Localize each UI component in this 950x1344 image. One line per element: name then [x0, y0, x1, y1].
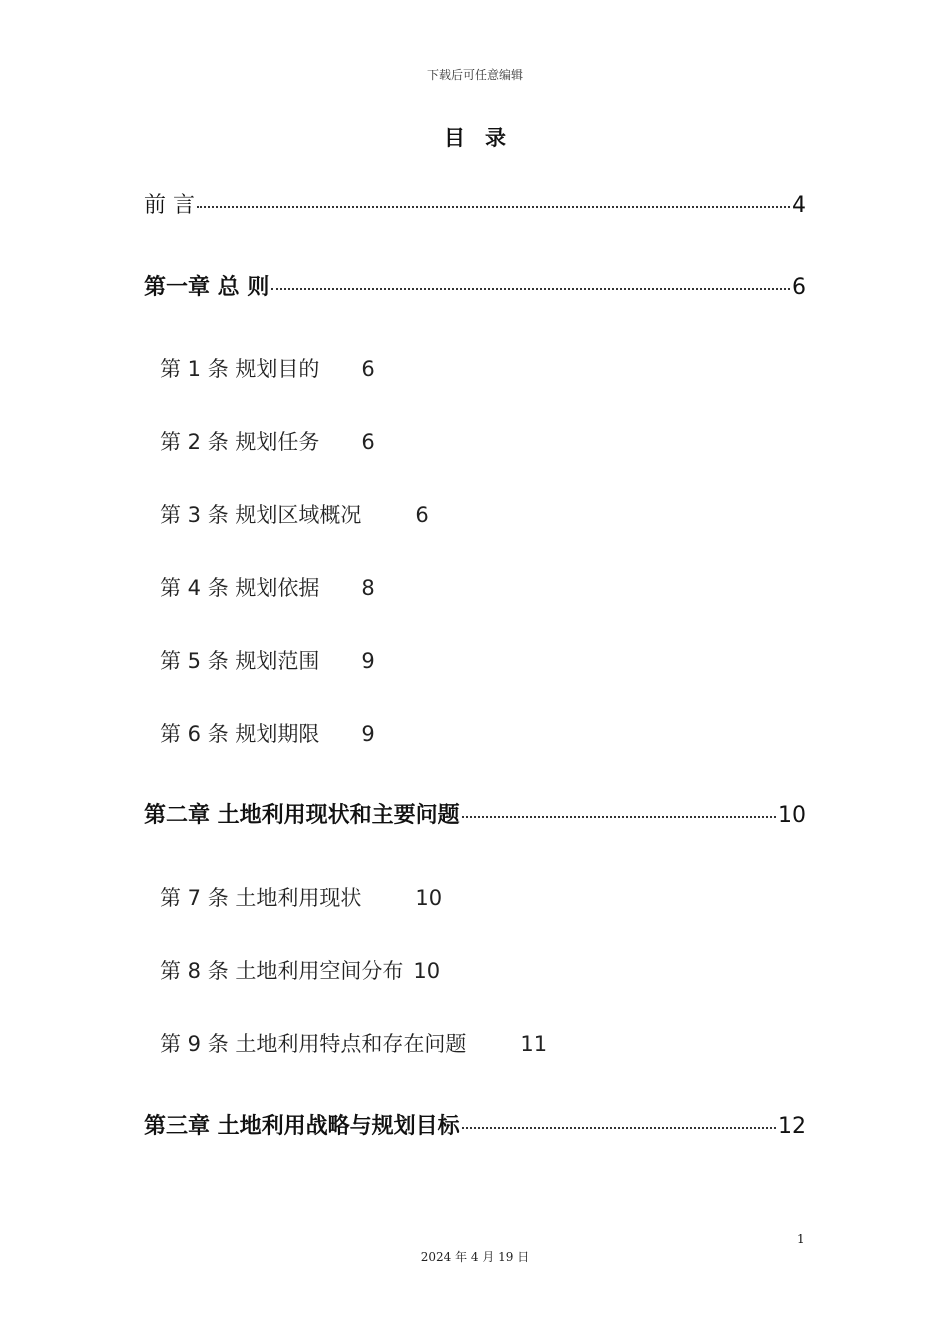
dot-leader — [462, 816, 776, 818]
toc-entry-label: 第 8 条 土地利用空间分布 — [160, 959, 404, 983]
toc-entry-page: 10 — [413, 959, 441, 983]
toc-entry-label: 第 2 条 规划任务 — [160, 430, 320, 454]
dot-leader — [197, 206, 790, 208]
toc-entry-page: 9 — [361, 722, 375, 746]
toc-entry-label: 前 言 — [144, 193, 195, 218]
toc-entry-page: 6 — [361, 430, 375, 454]
toc-entry-label: 第 1 条 规划目的 — [160, 357, 320, 381]
toc-entry-article-5[interactable] — [160, 645, 375, 675]
toc-entry-article-6[interactable] — [160, 718, 375, 748]
toc-entry-page: 6 — [792, 275, 806, 300]
page-footer-date: 2024 年 4 月 19 日 — [420, 1250, 530, 1264]
toc-entry-label: 第二章 土地利用现状和主要问题 — [144, 803, 460, 828]
toc-entry-page: 11 — [520, 1032, 548, 1056]
page-header: 下载后可任意编辑 — [426, 68, 523, 82]
toc-entry-label: 第 4 条 规划依据 — [160, 576, 320, 600]
toc-entry-preface[interactable] — [144, 188, 806, 219]
toc-entry-page: 6 — [361, 357, 375, 381]
toc-entry-label: 第 7 条 土地利用现状 — [160, 886, 362, 910]
toc-entry-chapter-3[interactable] — [144, 1109, 806, 1140]
toc-entry-label: 第 9 条 土地利用特点和存在问题 — [160, 1032, 467, 1056]
toc-entry-chapter-2[interactable] — [144, 798, 806, 829]
toc-entry-page: 6 — [415, 503, 429, 527]
toc-entry-page: 10 — [778, 803, 806, 828]
toc-entry-label: 第三章 土地利用战略与规划目标 — [144, 1114, 460, 1139]
toc-entry-article-2[interactable] — [160, 426, 375, 456]
toc-entry-article-9[interactable] — [160, 1028, 547, 1058]
toc-entry-article-1[interactable] — [160, 353, 375, 383]
page-number: 1 — [797, 1232, 805, 1246]
toc-entry-article-7[interactable] — [160, 882, 442, 912]
toc-entry-label: 第 6 条 规划期限 — [160, 722, 320, 746]
toc-entry-article-3[interactable] — [160, 499, 429, 529]
toc-entry-article-8[interactable] — [160, 955, 440, 985]
toc-entry-page: 10 — [415, 886, 443, 910]
toc-entry-label: 第 5 条 规划范围 — [160, 649, 320, 673]
toc-entry-page: 4 — [792, 193, 806, 218]
toc-entry-label: 第一章 总 则 — [144, 275, 270, 300]
toc-entry-page: 9 — [361, 649, 375, 673]
dot-leader — [271, 288, 790, 290]
toc-title: 目录 — [444, 126, 526, 150]
toc-entry-article-4[interactable] — [160, 572, 375, 602]
toc-entry-page: 8 — [361, 576, 375, 600]
toc-entry-page: 12 — [778, 1114, 806, 1139]
toc-entry-chapter-1[interactable] — [144, 270, 806, 301]
dot-leader — [462, 1127, 776, 1129]
toc-entry-label: 第 3 条 规划区域概况 — [160, 503, 362, 527]
